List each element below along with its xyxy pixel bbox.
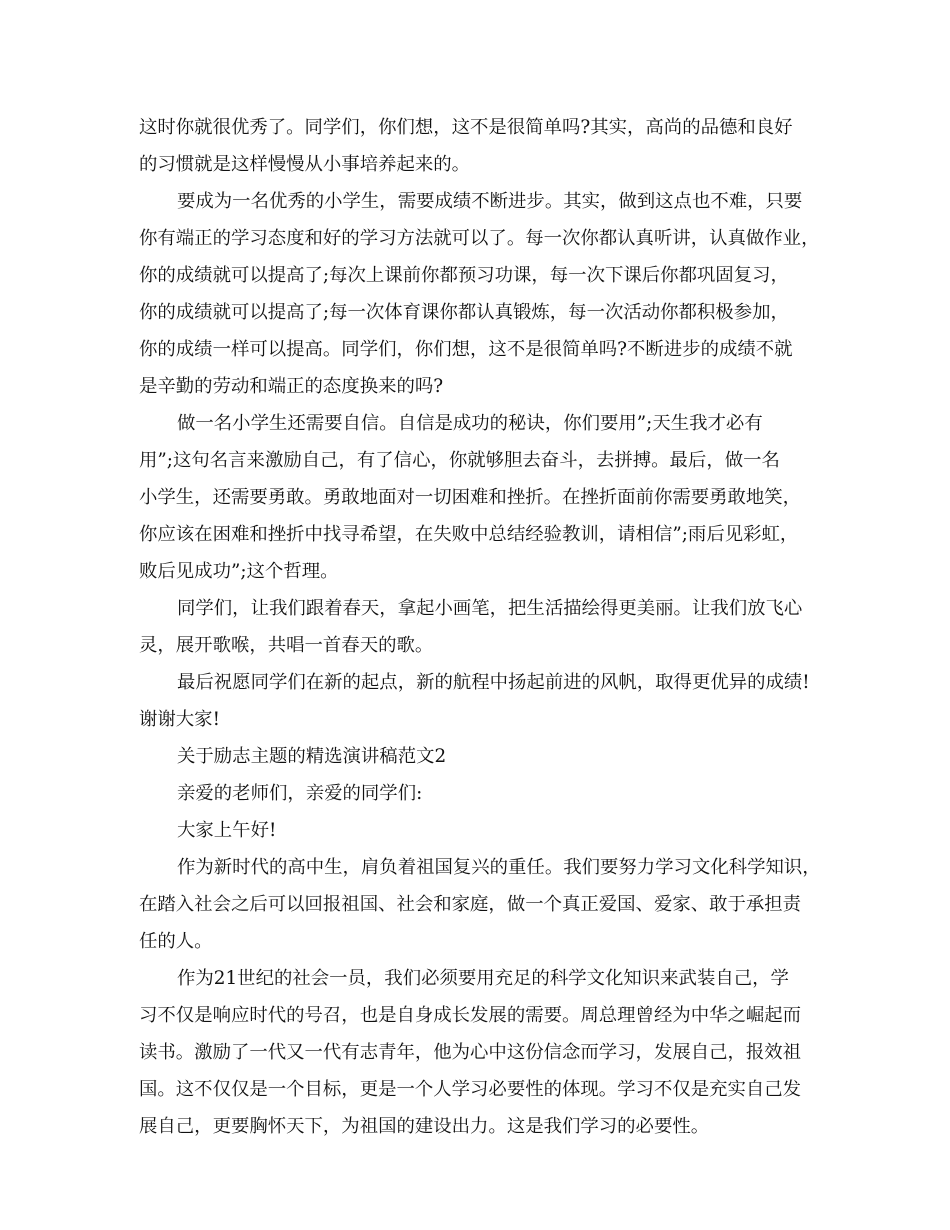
paragraph-start-line: 做一名小学生还需要自信。自信是成功的秘诀，你们要用”;天生我才必有 xyxy=(177,413,763,434)
text-line: 读书。激励了一代又一代有志青年，他为心中这份信念而学习，发展自己，报效祖 xyxy=(139,1042,802,1063)
text-line: 习不仅是响应时代的号召，也是自身成长发展的需要。周总理曾经为中华之崛起而 xyxy=(139,1005,802,1026)
paragraph-start-line: 最后祝愿同学们在新的起点，新的航程中扬起前进的风帆，取得更优异的成绩! xyxy=(177,672,810,693)
paragraph-start-line: 要成为一名优秀的小学生，需要成绩不断进步。其实，做到这点也不难，只要 xyxy=(177,191,803,212)
section-title: 关于励志主题的精选演讲稿范文2 xyxy=(177,746,447,767)
text-line: 任的人。 xyxy=(139,931,213,952)
text-line: 你有端正的学习态度和好的学习方法就可以了。每一次你都认真听讲，认真做作业， xyxy=(139,228,820,249)
text-line: 你的成绩就可以提高了;每一次体育课你都认真锻炼，每一次活动你都积极参加， xyxy=(139,302,789,323)
text-line: 小学生，还需要勇敢。勇敢地面对一切困难和挫折。在挫折面前你需要勇敢地笑， xyxy=(139,487,802,508)
text-line: 灵，展开歌喉，共唱一首春天的歌。 xyxy=(139,635,434,656)
text-line: 在踏入社会之后可以回报祖国、社会和家庭，做一个真正爱国、爱家、敢于承担责 xyxy=(139,894,802,915)
text-line: 谢谢大家! xyxy=(139,709,220,730)
salutation-line: 亲爱的老师们，亲爱的同学们: xyxy=(177,783,423,804)
greeting-line: 大家上午好! xyxy=(177,820,277,841)
text-line: 这时你就很优秀了。同学们，你们想，这不是很简单吗?其实，高尚的品德和良好 xyxy=(139,117,793,138)
text-line: 国。这不仅仅是一个目标，更是一个人学习必要性的体现。学习不仅是充实自己发 xyxy=(139,1079,802,1100)
paragraph-start-line: 作为21世纪的社会一员，我们必须要用充足的科学文化知识来武装自己，学 xyxy=(177,968,789,989)
text-line: 展自己，更要胸怀天下，为祖国的建设出力。这是我们学习的必要性。 xyxy=(139,1116,710,1137)
text-line: 你的成绩一样可以提高。同学们，你们想，这不是很简单吗?不断进步的成绩不就 xyxy=(139,339,793,360)
text-line: 是辛勤的劳动和端正的态度换来的吗? xyxy=(139,376,444,397)
text-line: 你的成绩就可以提高了;每次上课前你都预习功课，每一次下课后你都巩固复习， xyxy=(139,265,789,286)
text-line: 败后见成功”;这个哲理。 xyxy=(139,561,339,582)
text-line: 你应该在困难和挫折中找寻希望，在失败中总结经验教训，请相信”;雨后见彩虹， xyxy=(139,524,799,545)
text-line: 用”;这句名言来激励自己，有了信心，你就够胆去奋斗，去拼搏。最后，做一名 xyxy=(139,450,780,471)
paragraph-start-line: 同学们，让我们跟着春天，拿起小画笔，把生活描绘得更美丽。让我们放飞心 xyxy=(177,598,803,619)
paragraph-start-line: 作为新时代的高中生，肩负着祖国复兴的重任。我们要努力学习文化科学知识， xyxy=(177,857,821,878)
text-line: 的习惯就是这样慢慢从小事培养起来的。 xyxy=(139,154,471,175)
